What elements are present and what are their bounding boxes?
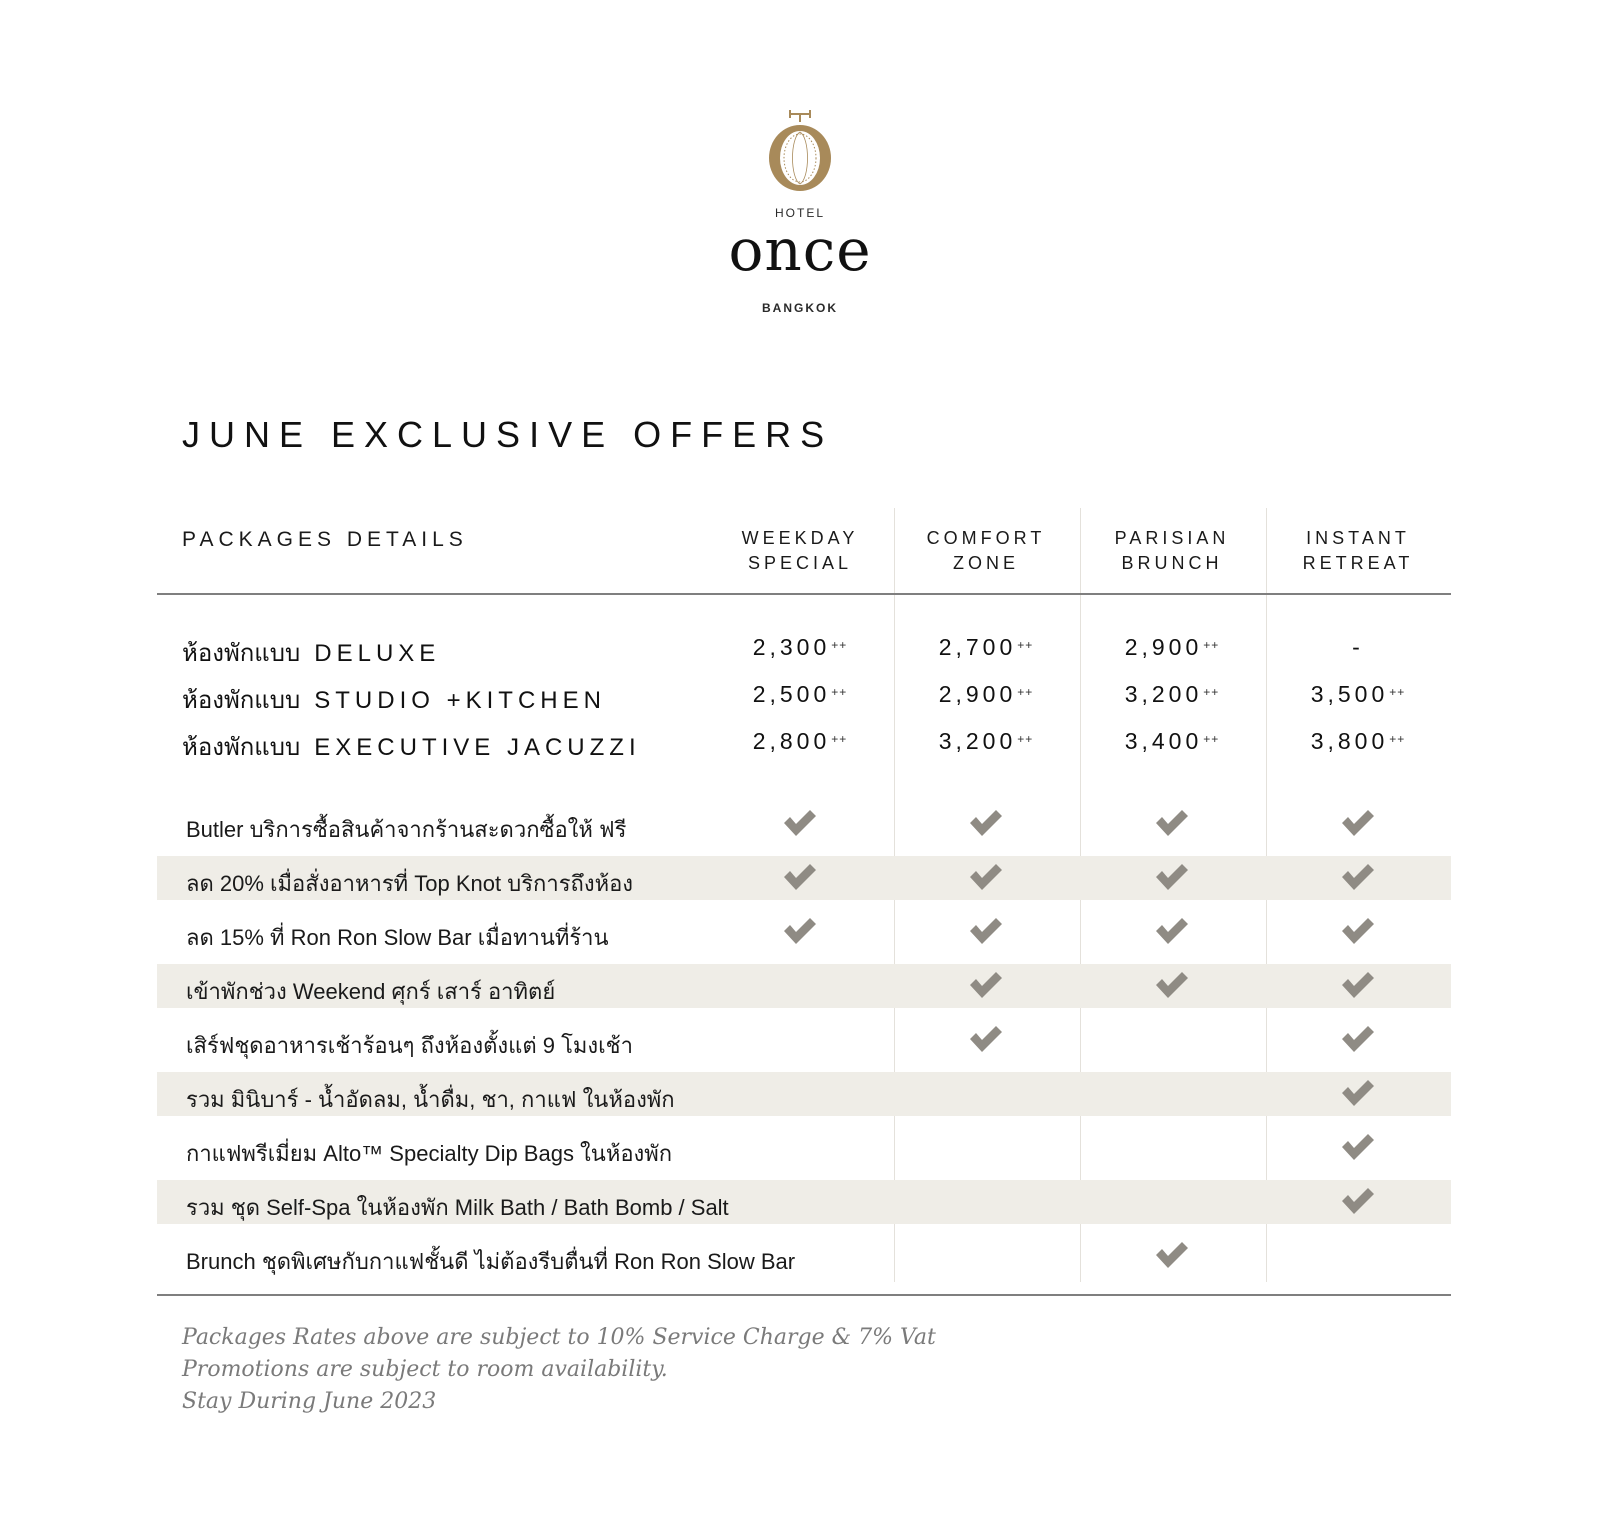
price-value: 3,400: [1124, 728, 1203, 754]
price-value: 2,900: [938, 681, 1017, 707]
logo-wordmark: once: [728, 216, 872, 284]
page-title: JUNE EXCLUSIVE OFFERS: [182, 414, 834, 455]
room-name: DELUXE: [314, 640, 441, 667]
price-suffix: ++: [831, 638, 848, 652]
check-icon: [1340, 1024, 1376, 1054]
column-header-line: COMFORT: [926, 528, 1046, 548]
price-value: 2,500: [752, 681, 831, 707]
check-icon: [782, 916, 818, 946]
price-suffix: ++: [1389, 685, 1406, 699]
column-header-line: ZONE: [952, 553, 1019, 573]
room-prefix: ห้องพักแบบ: [182, 640, 301, 667]
hotel-logo: [700, 108, 900, 328]
column-header-instant-retreat: [1268, 526, 1448, 576]
logo-hotel-label: HOTEL: [774, 206, 825, 220]
check-icon: [1154, 808, 1190, 838]
check-icon: [1340, 1132, 1376, 1162]
price-cell: [1268, 681, 1448, 708]
price-cell: [1268, 634, 1448, 661]
price-cell: [896, 728, 1076, 755]
price-value: 3,200: [938, 728, 1017, 754]
check-icon: [1340, 1186, 1376, 1216]
price-value: 2,800: [752, 728, 831, 754]
price-suffix: ++: [831, 732, 848, 746]
check-icon: [1340, 808, 1376, 838]
price-cell: [1268, 728, 1448, 755]
price-suffix: ++: [1017, 732, 1034, 746]
column-header-weekday-special: [710, 526, 890, 576]
packages-details-header: PACKAGES DETAILS: [182, 528, 468, 551]
price-suffix: ++: [1203, 638, 1220, 652]
check-icon: [1340, 1078, 1376, 1108]
room-row-label: [182, 727, 641, 766]
feature-label: Butler บริการซื้อสินค้าจากร้านสะดวกซื้อให้ ฟรี: [186, 817, 627, 842]
room-row-label: [182, 633, 440, 672]
check-icon: [968, 808, 1004, 838]
feature-label: ลด 20% เมื่อสั่งอาหารที่ Top Knot บริการถึงห้อง: [186, 871, 634, 896]
check-icon: [968, 916, 1004, 946]
check-icon: [782, 808, 818, 838]
price-cell: [710, 634, 890, 661]
price-cell: [896, 681, 1076, 708]
logo-mark-icon: [760, 108, 840, 194]
price-suffix: ++: [1203, 732, 1220, 746]
price-value: 3,800: [1310, 728, 1389, 754]
check-icon: [1340, 862, 1376, 892]
price-suffix: ++: [1203, 685, 1220, 699]
price-value: 2,700: [938, 634, 1017, 660]
price-suffix: ++: [1017, 685, 1034, 699]
room-prefix: ห้องพักแบบ: [182, 687, 301, 714]
column-header-line: INSTANT: [1306, 528, 1410, 548]
column-header-comfort-zone: [896, 526, 1076, 576]
room-row-label: [182, 680, 606, 719]
footnote: Packages Rates above are subject to 10% Service Charge & 7% Vat: [182, 1325, 936, 1350]
header-rule: [157, 593, 1451, 595]
check-icon: [1154, 862, 1190, 892]
check-icon: [1154, 970, 1190, 1000]
price-cell: [710, 728, 890, 755]
column-header-parisian-brunch: [1082, 526, 1262, 576]
feature-label: เข้าพักช่วง Weekend ศุกร์ เสาร์ อาทิตย์: [186, 979, 556, 1004]
logo-city: BANGKOK: [762, 301, 838, 315]
price-suffix: ++: [1017, 638, 1034, 652]
column-header-line: PARISIAN: [1114, 528, 1230, 548]
price-value: -: [1352, 634, 1364, 660]
column-header-line: SPECIAL: [747, 553, 853, 573]
room-prefix: ห้องพักแบบ: [182, 734, 301, 761]
check-icon: [1340, 916, 1376, 946]
footnote: Promotions are subject to room availability.: [182, 1357, 668, 1382]
check-icon: [968, 970, 1004, 1000]
feature-label: เสิร์ฟชุดอาหารเช้าร้อนๆ ถึงห้องตั้งแต่ 9 โมงเช้า: [186, 1033, 633, 1058]
price-value: 3,500: [1310, 681, 1389, 707]
price-cell: [896, 634, 1076, 661]
room-name: STUDIO +KITCHEN: [314, 687, 606, 714]
check-icon: [1340, 970, 1376, 1000]
price-value: 2,300: [752, 634, 831, 660]
column-header-line: BRUNCH: [1121, 553, 1223, 573]
check-icon: [968, 1024, 1004, 1054]
check-icon: [782, 862, 818, 892]
footnote: Stay During June 2023: [182, 1389, 437, 1414]
footer-rule: [157, 1294, 1451, 1296]
price-cell: [1082, 634, 1262, 661]
price-suffix: ++: [1389, 732, 1406, 746]
check-icon: [968, 862, 1004, 892]
price-cell: [1082, 681, 1262, 708]
price-value: 2,900: [1124, 634, 1203, 660]
feature-label: รวม มินิบาร์ - น้ำอัดลม, น้ำดื่ม, ชา, กาแฟ ในห้องพัก: [186, 1087, 675, 1112]
footnotes: [182, 1322, 936, 1418]
column-header-line: WEEKDAY: [741, 528, 859, 548]
room-name: EXECUTIVE JACUZZI: [314, 734, 641, 761]
price-value: 3,200: [1124, 681, 1203, 707]
column-header-line: RETREAT: [1302, 553, 1414, 573]
feature-label: กาแฟพรีเมี่ยม Alto™ Specialty Dip Bags ในห้องพัก: [186, 1141, 673, 1166]
check-icon: [1154, 1240, 1190, 1270]
price-cell: [1082, 728, 1262, 755]
feature-label: ลด 15% ที่ Ron Ron Slow Bar เมื่อทานที่ร้าน: [186, 925, 609, 950]
price-cell: [710, 681, 890, 708]
feature-label: Brunch ชุดพิเศษกับกาแฟชั้นดี ไม่ต้องรีบตื่นที่ Ron Ron Slow Bar: [186, 1249, 796, 1274]
feature-label: รวม ชุด Self-Spa ในห้องพัก Milk Bath / Bath Bomb / Salt: [186, 1195, 729, 1220]
price-suffix: ++: [831, 685, 848, 699]
check-icon: [1154, 916, 1190, 946]
